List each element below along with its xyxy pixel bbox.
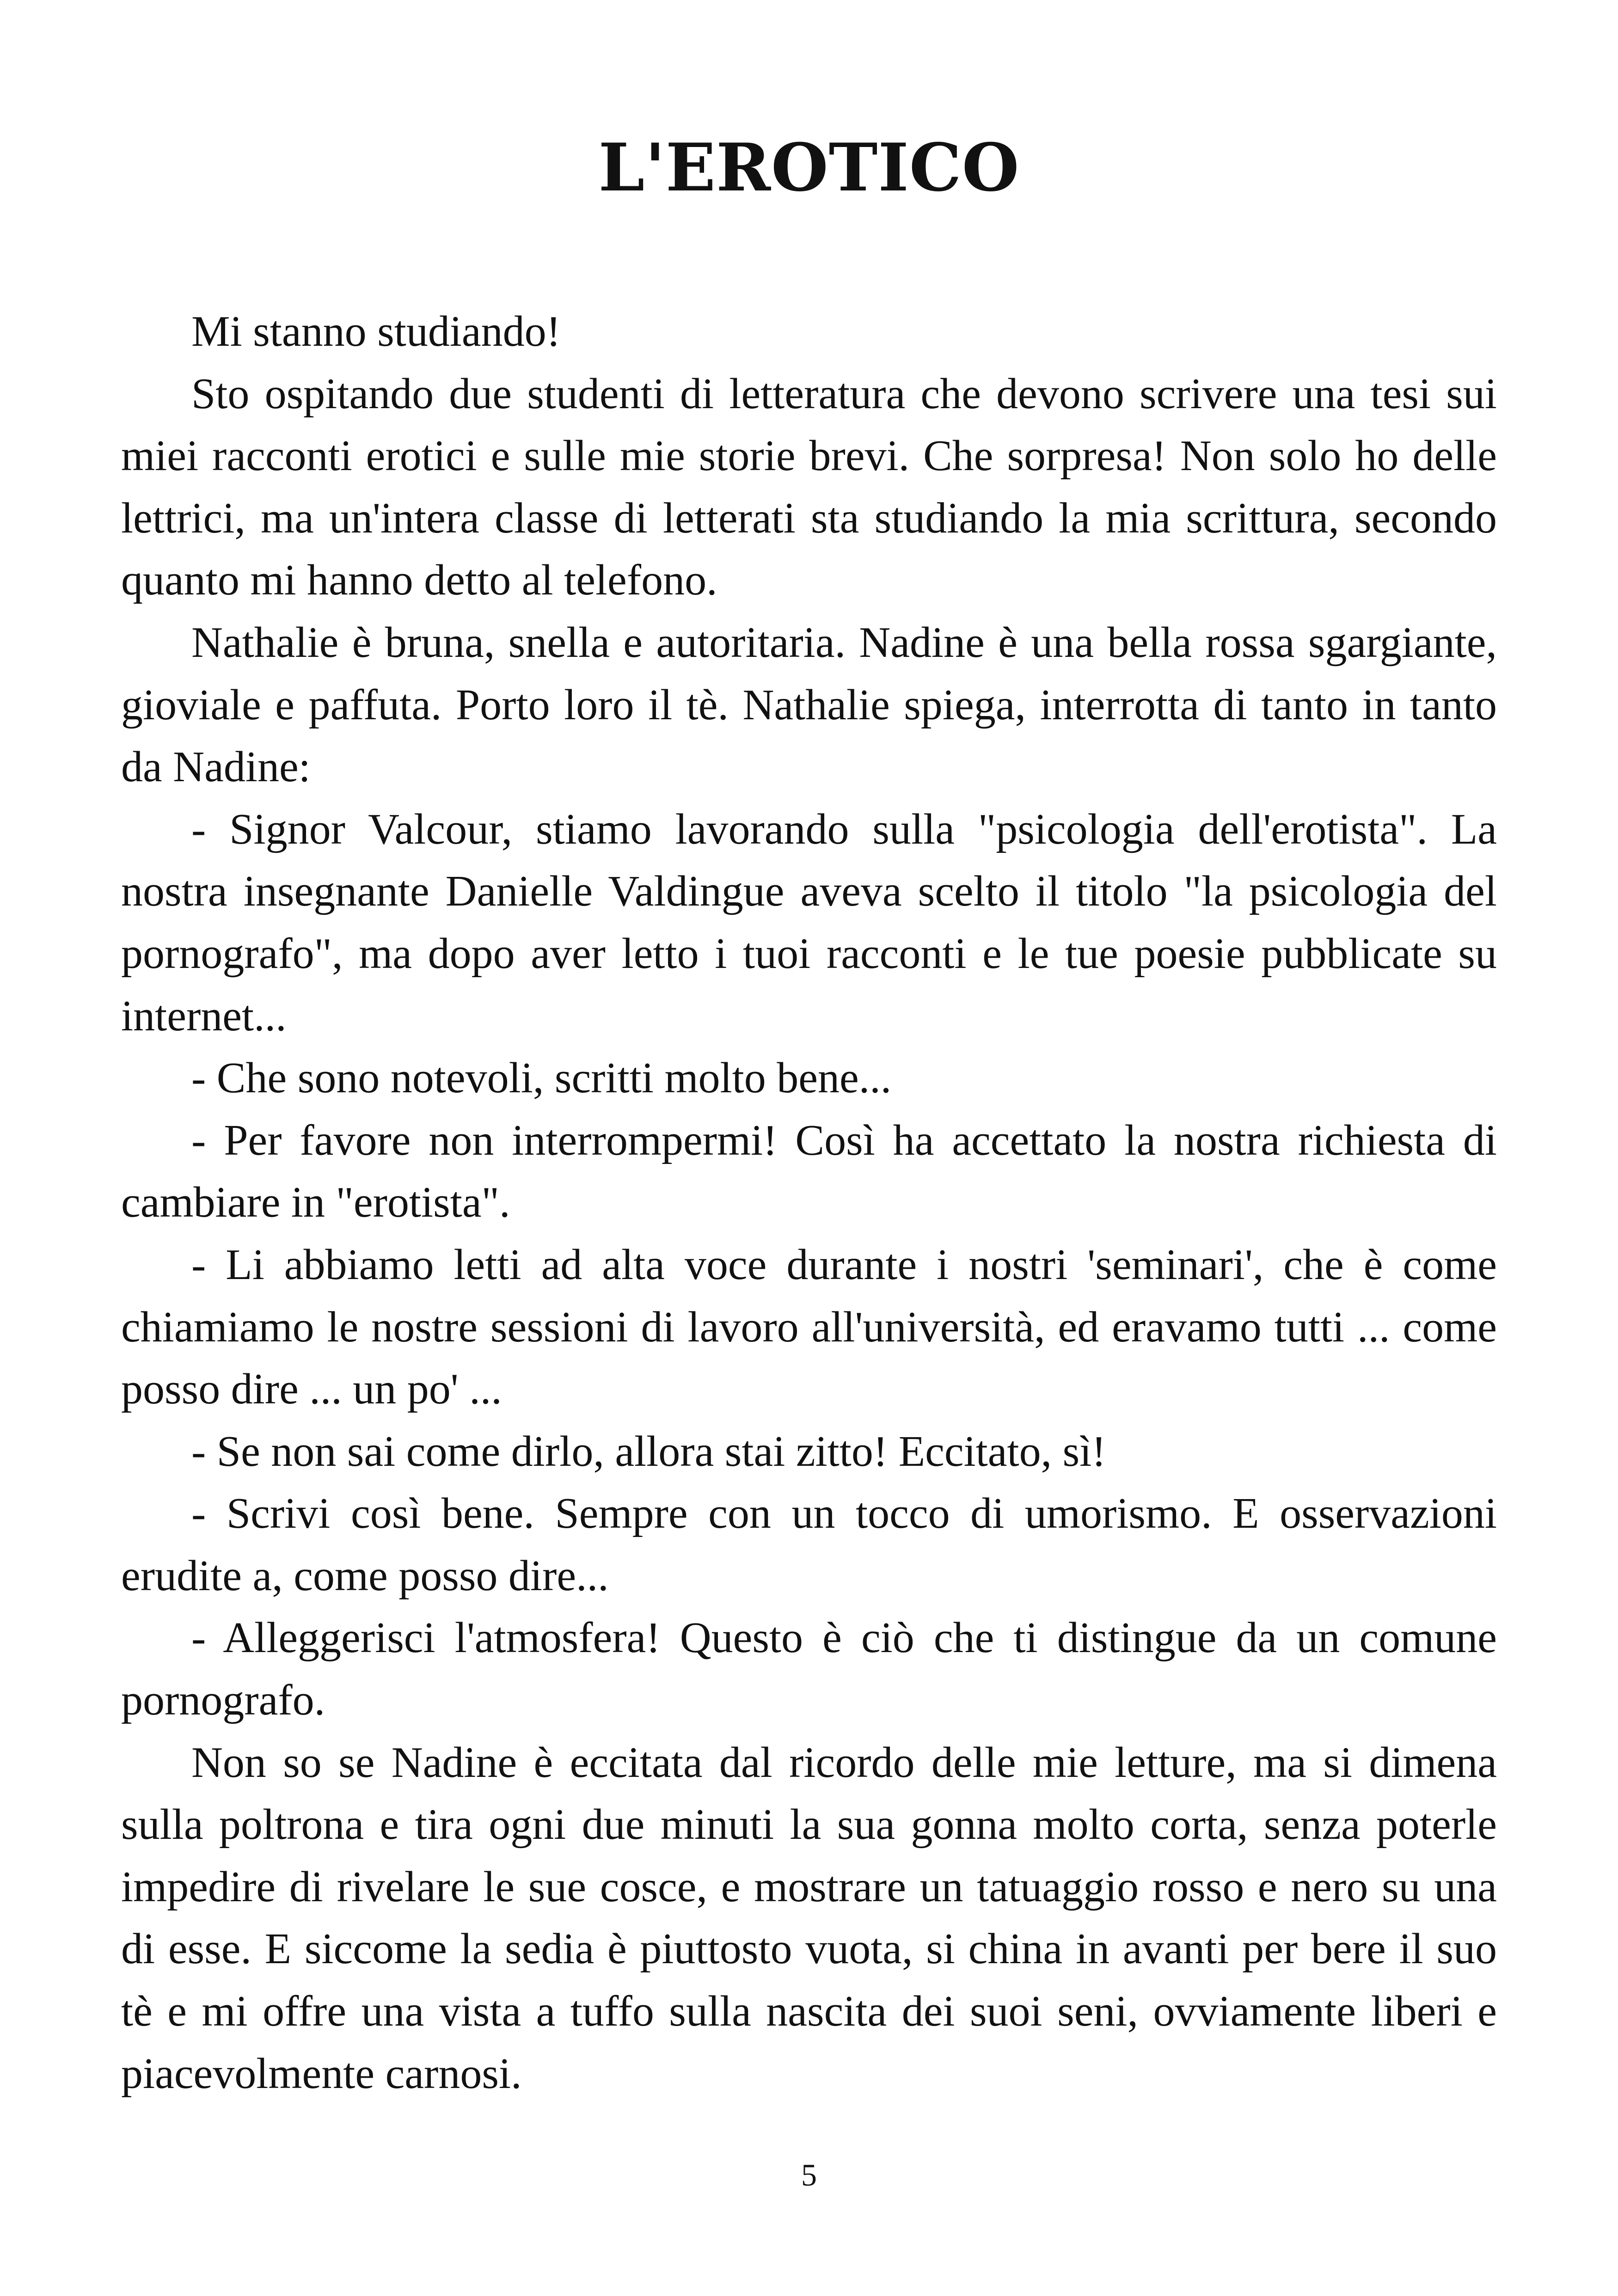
paragraph: Mi stanno studiando!: [191, 307, 561, 355]
paragraph: - Alleggerisci l'atmosfera! Questo è ciò che ti distingue da un comune pornografo.: [121, 1614, 1497, 1725]
paragraph: - Per favore non interrompermi! Così ha accettato la nostra richiesta di cambiare in "erotista".: [121, 1116, 1497, 1227]
paragraph: - Signor Valcour, stiamo lavorando sulla "psicologia dell'erotista". La nostra insegnante Danielle Valdingue aveva scelto il titolo "la psicologia del pornografo", ma dopo aver letto i tuoi racconti e le tue poesie pubblicate su internet...: [121, 805, 1497, 1040]
body-text: [121, 300, 1497, 2105]
page-number: 5: [801, 2157, 817, 2192]
paragraph: Non so se Nadine è eccitata dal ricordo delle mie letture, ma si dimena sulla poltrona e tira ogni due minuti la sua gonna molto corta, senza poterle impedire di rivelare le sue cosce, e mostrare un tatuaggio rosso e nero su una di esse. E siccome la sedia è piuttosto vuota, si china in avanti per bere il suo tè e mi offre una vista a tuffo sulla nascita dei suoi seni, ovviamente liberi e piacevolmente carnosi.: [121, 1738, 1497, 2098]
paragraph: Sto ospitando due studenti di letteratura che devono scrivere una tesi sui miei racconti erotici e sulle mie storie brevi. Che sorpresa! Non solo ho delle lettrici, ma un'intera classe di letterati sta studiando la mia scrittura, secondo quanto mi hanno detto al telefono.: [121, 369, 1497, 605]
paragraph: - Scrivi così bene. Sempre con un tocco di umorismo. E osservazioni erudite a, come posso dire...: [121, 1489, 1497, 1600]
document-page: [121, 0, 1497, 2296]
paragraph: - Li abbiamo letti ad alta voce durante i nostri 'seminari', che è come chiamiamo le nostre sessioni di lavoro all'università, ed eravamo tutti ... come posso dire ... un po' ...: [121, 1240, 1497, 1414]
paragraph: Nathalie è bruna, snella e autoritaria. Nadine è una bella rossa sgargiante, gioviale e paffuta. Porto loro il tè. Nathalie spiega, interrotta di tanto in tanto da Nadine:: [121, 618, 1497, 791]
paragraph: - Che sono notevoli, scritti molto bene...: [191, 1054, 892, 1102]
chapter-title: L'EROTICO: [598, 129, 1020, 206]
paragraph: - Se non sai come dirlo, allora stai zitto! Eccitato, sì!: [191, 1427, 1106, 1476]
